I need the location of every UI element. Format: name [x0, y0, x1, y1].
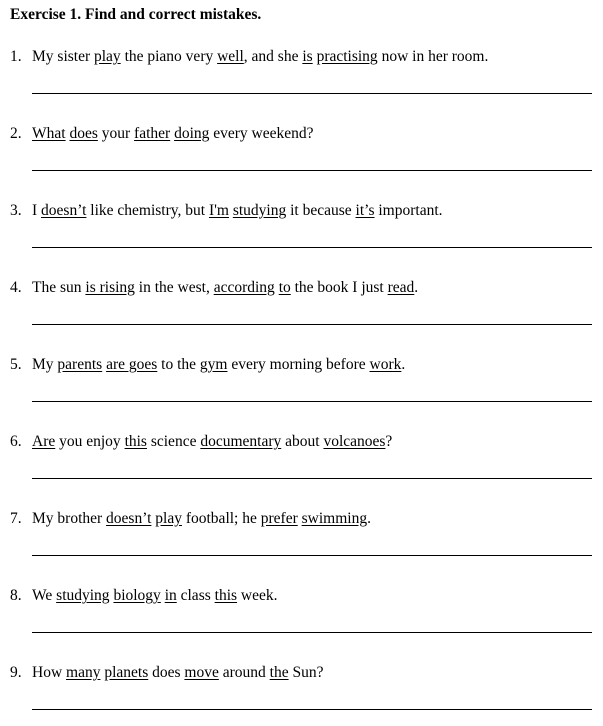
underlined-word: I'm	[208, 202, 229, 219]
sentence-text: every morning before	[227, 356, 370, 373]
underlined-word: does	[69, 125, 98, 142]
question-number: 3.	[10, 202, 22, 219]
underlined-word: doesn’t	[41, 202, 87, 219]
question-text	[10, 663, 595, 683]
underlined-word: well	[217, 48, 244, 65]
sentence-text: your	[97, 125, 135, 142]
sentence-text: My brother	[32, 510, 107, 527]
underlined-word: doesn’t	[106, 510, 152, 527]
underlined-word: doing	[174, 125, 210, 142]
underlined-word: this	[214, 587, 238, 604]
underlined-word: move	[184, 664, 219, 681]
underlined-word: prefer	[260, 510, 298, 527]
sentence-text: in the west,	[134, 279, 214, 296]
answer-line[interactable]	[32, 247, 592, 248]
underlined-word: in	[164, 587, 177, 604]
question-number: 1.	[10, 48, 22, 65]
answer-line[interactable]	[32, 401, 592, 402]
sentence-text: .	[414, 279, 419, 296]
question-text	[10, 586, 595, 606]
underlined-word: read	[387, 279, 415, 296]
sentence-text: My	[32, 356, 58, 373]
sentence-text: , and she	[243, 48, 303, 65]
sentence-text: .	[401, 356, 406, 373]
question-number: 9.	[10, 664, 22, 681]
sentence-text: class	[176, 587, 215, 604]
question-number: 7.	[10, 510, 22, 527]
question-number: 8.	[10, 587, 22, 604]
question-number: 4.	[10, 279, 22, 296]
question-text	[10, 124, 595, 144]
sentence-text: you enjoy	[55, 433, 125, 450]
underlined-word: What	[32, 125, 66, 142]
question-item	[10, 586, 595, 606]
underlined-word: according	[213, 279, 275, 296]
sentence-text: Sun?	[288, 664, 324, 681]
sentence-text: about	[281, 433, 324, 450]
exercise-title: Exercise 1. Find and correct mistakes.	[10, 6, 262, 23]
underlined-word: is rising	[85, 279, 135, 296]
question-item	[10, 509, 595, 529]
question-item	[10, 663, 595, 683]
sentence-text: around	[218, 664, 270, 681]
answer-line[interactable]	[32, 478, 592, 479]
question-item	[10, 355, 595, 375]
answer-line[interactable]	[32, 324, 592, 325]
question-text	[10, 278, 595, 298]
sentence-text: it because	[286, 202, 356, 219]
answer-line[interactable]	[32, 555, 592, 556]
underlined-word: the	[269, 664, 289, 681]
sentence-text: football; he	[181, 510, 261, 527]
question-number: 5.	[10, 356, 22, 373]
underlined-word: Are	[32, 433, 56, 450]
underlined-word: this	[124, 433, 147, 450]
sentence-text: .	[367, 510, 371, 527]
underlined-word: play	[94, 48, 121, 65]
sentence-text: the piano very	[120, 48, 218, 65]
sentence-text: science	[146, 433, 201, 450]
sentence-text: week.	[237, 587, 278, 604]
underlined-word: to	[278, 279, 291, 296]
question-number: 6.	[10, 433, 22, 450]
sentence-text: like chemistry, but	[86, 202, 209, 219]
underlined-word: practising	[316, 48, 378, 65]
question-text	[10, 355, 595, 375]
underlined-word: are goes	[106, 356, 158, 373]
underlined-word: planets	[104, 664, 149, 681]
question-item	[10, 278, 595, 298]
answer-line[interactable]	[32, 93, 592, 94]
underlined-word: gym	[199, 356, 228, 373]
question-number: 2.	[10, 125, 22, 142]
underlined-word: biology	[113, 587, 161, 604]
underlined-word: it’s	[355, 202, 375, 219]
underlined-word: volcanoes	[323, 433, 386, 450]
answer-line[interactable]	[32, 709, 592, 710]
question-text	[10, 432, 595, 452]
sentence-text: How	[32, 664, 67, 681]
underlined-word: studying	[232, 202, 287, 219]
sentence-text: My sister	[32, 48, 94, 65]
question-text	[10, 509, 595, 529]
question-item	[10, 47, 595, 67]
underlined-word: work	[369, 356, 402, 373]
sentence-text: I	[32, 202, 42, 219]
sentence-text: the book I just	[290, 279, 388, 296]
question-text	[10, 47, 595, 67]
question-item	[10, 124, 595, 144]
underlined-word: swimming	[301, 510, 368, 527]
question-item	[10, 432, 595, 452]
sentence-text: to the	[157, 356, 200, 373]
question-item	[10, 201, 595, 221]
sentence-text: ?	[385, 433, 393, 450]
underlined-word: studying	[56, 587, 110, 604]
underlined-word: father	[134, 125, 171, 142]
sentence-text: The sun	[32, 279, 86, 296]
question-text	[10, 201, 595, 221]
sentence-text: important.	[374, 202, 443, 219]
answer-line[interactable]	[32, 632, 592, 633]
underlined-word: documentary	[200, 433, 282, 450]
answer-line[interactable]	[32, 170, 592, 171]
sentence-text: now in her room.	[377, 48, 489, 65]
sentence-text: every weekend?	[209, 125, 314, 142]
sentence-text: We	[32, 587, 57, 604]
underlined-word: play	[155, 510, 182, 527]
underlined-word: parents	[57, 356, 103, 373]
sentence-text: does	[148, 664, 185, 681]
underlined-word: many	[66, 664, 101, 681]
underlined-word: is	[302, 48, 313, 65]
